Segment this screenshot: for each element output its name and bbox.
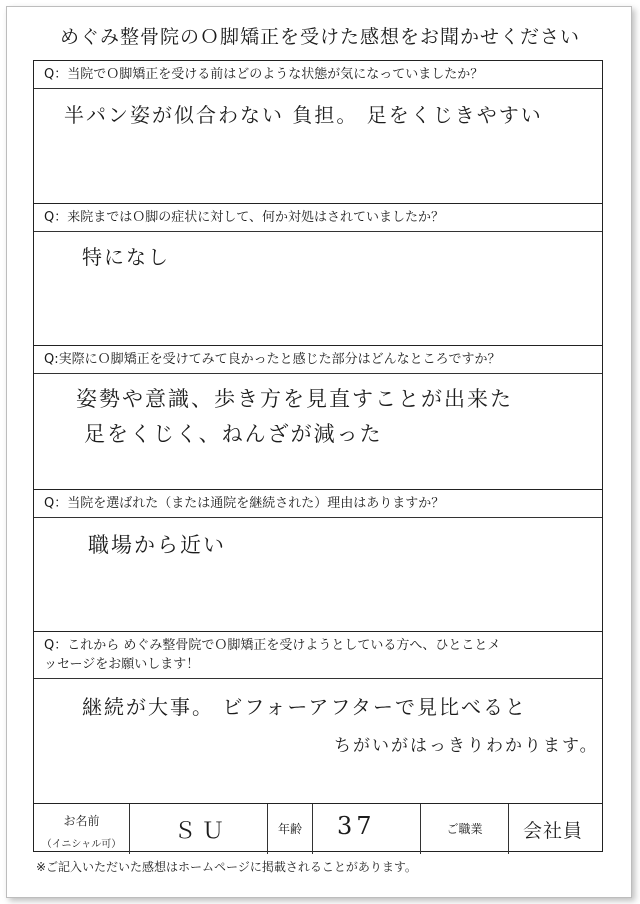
question-3: Q:実際にＯ脚矯正を受けてみて良かったと感じた部分はどんなところですか？ (34, 346, 602, 374)
publication-note: ※ご記入いただいた感想はホームページに掲載されることがあります。 (36, 860, 417, 874)
job-value: 会社員 (523, 820, 584, 842)
question-2: Q：来院まではＯ脚の症状に対して、何か対処はされていましたか？ (34, 204, 602, 232)
answer-1-line-1: 半パン姿が似合わない 負担。 足をくじきやすい (64, 103, 543, 127)
form-title: めぐみ整骨院のＯ脚矯正を受けた感想をお聞かせください (59, 26, 580, 48)
question-5-line-1: Q：これから めぐみ整骨院でＯ脚矯正を受けようとしている方へ、ひとことメ (44, 638, 501, 653)
question-5-line-2: ッセージをお願いします！ (44, 657, 200, 672)
answer-4-line-1: 職場から近い (88, 533, 226, 557)
question-5 (34, 632, 602, 679)
age-label: 年齢 (277, 822, 302, 836)
job-label: ご職業 (446, 822, 483, 836)
respondent-info-row (34, 803, 602, 854)
name-label-cell (34, 804, 129, 854)
name-value: ＳＵ (174, 819, 231, 844)
answer-3-line-2: 足をくじく、ねんざが減った (84, 422, 383, 446)
question-1: Q：当院でＯ脚矯正を受ける前はどのような状態が気になっていましたか？ (34, 61, 602, 89)
answer-2-line-1: 特になし (82, 245, 170, 269)
job-value-cell (508, 804, 604, 854)
question-4: Q：当院を選ばれた（または通院を継続された）理由はありますか？ (34, 490, 602, 518)
answer-5-line-2: ちがいがはっきりわかります。 (334, 736, 599, 756)
survey-form (33, 60, 603, 852)
answer-3-line-1: 姿勢や意識、歩き方を見直すことが出来た (76, 387, 513, 411)
job-label-cell (420, 804, 508, 854)
age-label-cell (267, 804, 312, 854)
answer-5-line-1: 継続が大事。 ビフォーアフターで見比べると (82, 695, 527, 719)
age-value-cell (312, 804, 420, 854)
name-value-cell (129, 804, 267, 854)
name-label: お名前 (63, 814, 100, 828)
name-sub-label: （イニシャル可） (41, 839, 122, 850)
age-value: 37 (337, 812, 376, 840)
